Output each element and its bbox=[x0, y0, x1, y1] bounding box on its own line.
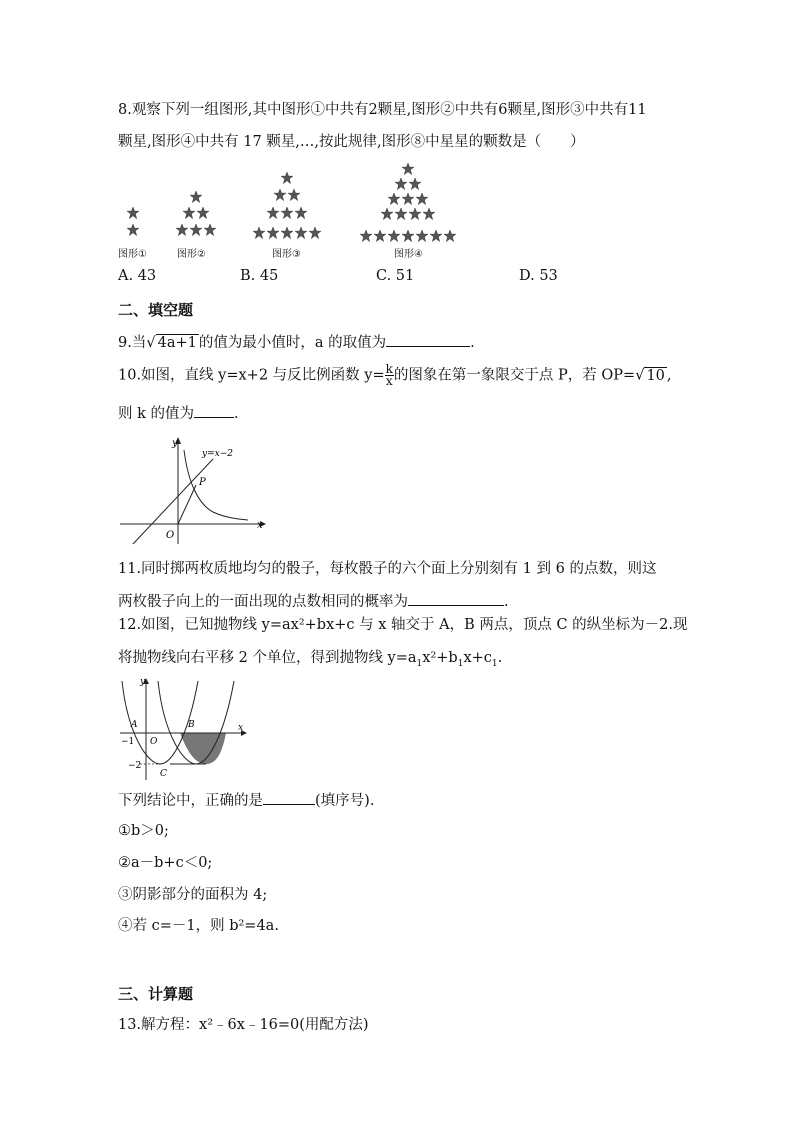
q12-x2: x²+b bbox=[422, 650, 458, 666]
section-fill-in-heading: 二、填空题 bbox=[118, 301, 194, 319]
q12-sub3: 1 bbox=[491, 658, 498, 669]
q9-radicand: 4a+1 bbox=[157, 335, 197, 351]
q9: 9.当√ 4a+1 的值为最小值时，a 的取值为 . bbox=[118, 330, 475, 354]
q11-line2 bbox=[118, 589, 509, 613]
q10-radicand: 10 bbox=[646, 367, 665, 384]
q10-frac-num: k bbox=[385, 362, 393, 376]
q10-p-label: P bbox=[199, 477, 206, 488]
q12-item-2: ②a－b+c＜0; bbox=[118, 855, 213, 871]
q12-graph bbox=[118, 676, 253, 782]
option-d: D. 53 bbox=[519, 268, 558, 284]
q12-prompt-pre: 下列结论中，正确的是 bbox=[118, 793, 263, 809]
q13: 13.解方程：x²﹣6x﹣16=0(用配方法) bbox=[118, 1017, 369, 1033]
q10-answer-blank[interactable] bbox=[194, 401, 234, 418]
q10-line2 bbox=[118, 401, 239, 425]
q12-end: . bbox=[497, 650, 503, 666]
q9-answer-blank[interactable] bbox=[386, 330, 470, 347]
q12-line2-pre: 将抛物线向右平移 2 个单位，得到抛物线 y=a bbox=[118, 650, 417, 666]
q10-line2-end: . bbox=[234, 406, 239, 422]
star-figure-1 bbox=[127, 207, 139, 236]
q12-xpart: x+c bbox=[463, 650, 492, 666]
q12-o-label: O bbox=[150, 737, 158, 747]
star-figure-4 bbox=[360, 163, 456, 242]
q12-y-label: y bbox=[140, 677, 146, 687]
q9-post: 的值为最小值时，a 的取值为 bbox=[198, 335, 387, 351]
q10-line-label: y=x−2 bbox=[202, 449, 233, 459]
option-a: A. 43 bbox=[118, 268, 157, 284]
q9-pre: 9.当 bbox=[118, 335, 147, 351]
q9-end: . bbox=[470, 335, 475, 351]
q12-prompt bbox=[118, 788, 374, 812]
q12-sub2: 1 bbox=[457, 658, 464, 669]
caption-fig2: 图形② bbox=[177, 249, 206, 260]
q10-x-label: x bbox=[257, 520, 263, 531]
q12-prompt-post: (填序号). bbox=[315, 793, 375, 809]
q11-line2-text: 两枚骰子向上的一面出现的点数相同的概率为 bbox=[118, 594, 408, 610]
q12-line1: 12.如图，已知抛物线 y=ax²+bx+c 与 x 轴交于 A，B 两点，顶点 C 的纵坐标为－2.现 bbox=[118, 617, 688, 633]
section-calc-heading: 三、计算题 bbox=[118, 985, 194, 1003]
q10-graph bbox=[118, 432, 268, 547]
q10-pre: 10.如图，直线 y=x+2 与反比例函数 y= bbox=[118, 367, 385, 384]
option-c: C. 51 bbox=[376, 268, 415, 284]
q11-line1: 11.同时掷两枚质地均匀的骰子，每枚骰子的六个面上分别刻有 1 到 6 的点数，则这 bbox=[118, 561, 657, 577]
q12-sub1: 1 bbox=[416, 658, 423, 669]
q11-answer-blank[interactable] bbox=[408, 589, 504, 606]
q10-y-label: y bbox=[172, 438, 178, 449]
q10-frac-den: x bbox=[385, 374, 393, 388]
q8-line1: 8.观察下列一组图形,其中图形①中共有2颗星,图形②中共有6颗星,图形③中共有11 bbox=[118, 102, 647, 118]
option-b: B. 45 bbox=[240, 268, 279, 284]
q12-line2 bbox=[118, 647, 502, 675]
q12-neg1-label: −1 bbox=[121, 737, 135, 747]
q12-answer-blank[interactable] bbox=[263, 788, 315, 805]
q10-line2-text: 则 k 的值为 bbox=[118, 406, 195, 422]
caption-fig1: 图形① bbox=[118, 249, 147, 260]
q8-line2: 颗星,图形④中共有 17 颗星,…,按此规律,图形⑧中星星的颗数是（ ） bbox=[118, 134, 585, 150]
q12-neg2-label: −2 bbox=[128, 761, 142, 771]
q12-item-4: ④若 c=－1，则 b²=4a. bbox=[118, 918, 279, 934]
q10-mid: 的图象在第一象限交于点 P，若 OP= bbox=[393, 367, 636, 384]
q10-fraction bbox=[385, 364, 394, 387]
q12-c-label: C bbox=[160, 769, 167, 779]
q10-line1: 10.如图，直线 y=x+2 与反比例函数 y= $\frac{k}{x}$ 的图象在第一象限交于点 P，若 OP=√ 10 , bbox=[118, 362, 672, 388]
q12-item-1: ①b＞0; bbox=[118, 823, 169, 839]
q10-o-label: O bbox=[166, 530, 175, 541]
caption-fig3: 图形③ bbox=[272, 249, 301, 260]
caption-fig4: 图形④ bbox=[394, 249, 423, 260]
q12-b-label: B bbox=[188, 720, 195, 730]
star-figure-2 bbox=[176, 191, 216, 236]
q12-a-label: A bbox=[131, 720, 138, 730]
q12-x-label: x bbox=[238, 723, 244, 733]
q12-item-3: ③阴影部分的面积为 4; bbox=[118, 887, 268, 903]
star-figure-3 bbox=[253, 172, 321, 239]
q10-end: , bbox=[666, 367, 672, 384]
q11-end: . bbox=[504, 594, 509, 610]
